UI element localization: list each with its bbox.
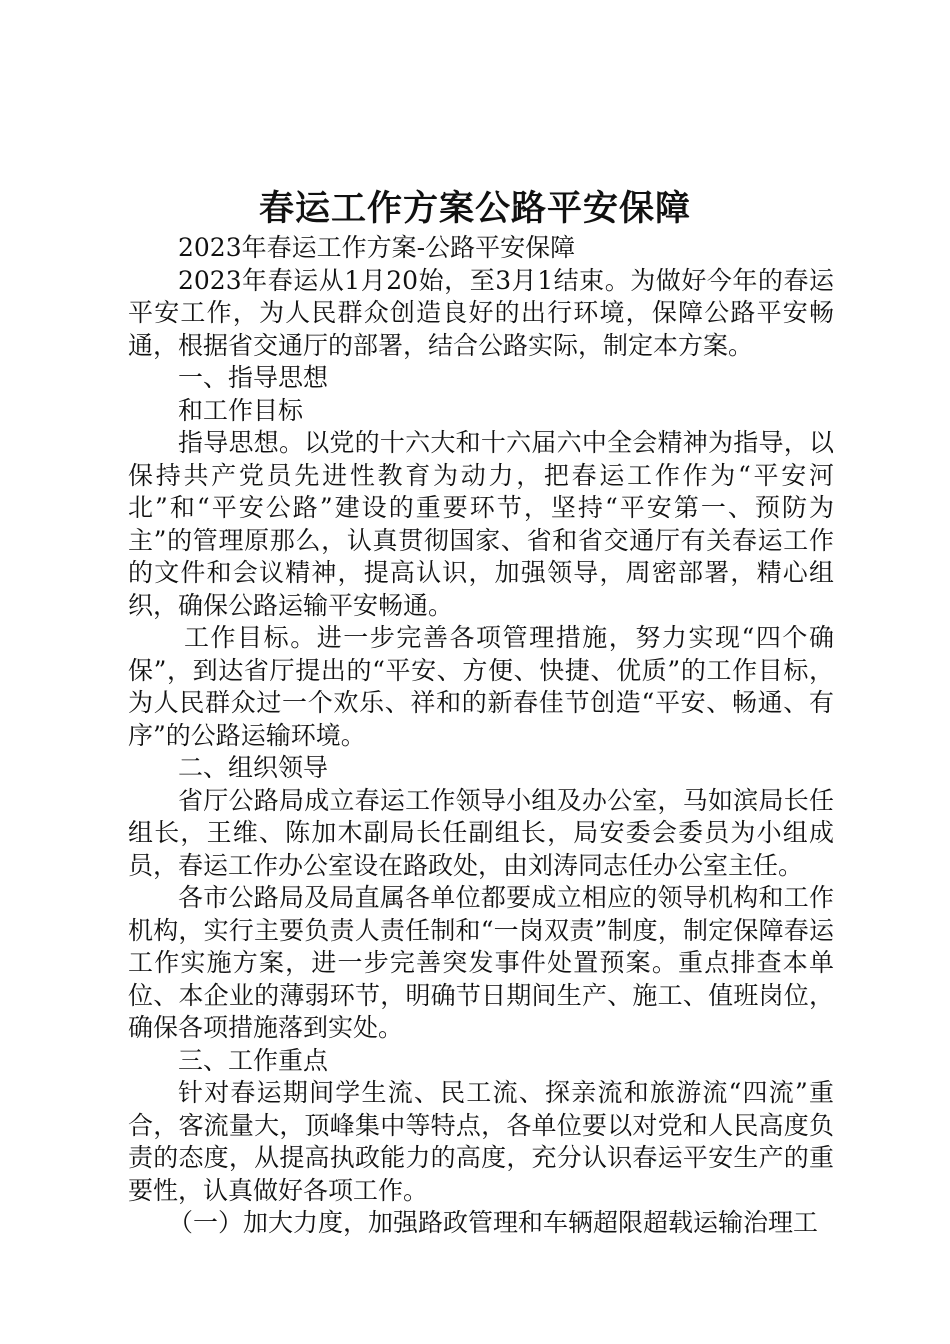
section-heading-organization: 二、组织领导 [178, 753, 329, 782]
intro-paragraph: 2023年春运从1月20始，至3月1结束。为做好今年的春运平安工作，为人民群众创造良好的出行环境，保障公路平安畅通，根据省交通厅的部署，结合公路实际，制定本方案。 [128, 265, 834, 360]
organization-paragraph-1: 省厅公路局成立春运工作领导小组及办公室，马如滨局长任组长，王维、陈加木副局长任副组长，局安委会委员为小组成员，春运工作办公室设在路政处，由刘涛同志任办公室主任。 [128, 785, 834, 880]
document-body [128, 232, 834, 1240]
work-focus-paragraph: 针对春运期间学生流、民工流、探亲流和旅游流“四流”重合，客流量大，顶峰集中等特点，各单位要以对党和人民高度负责的态度，从提高执政能力的高度，充分认识春运平安生产的重要性，认真做好各项工作。 [128, 1078, 834, 1205]
subsection-heading-1: （一）加大力度，加强路政管理和车辆超限超载运输治理工 [168, 1208, 819, 1237]
document-title: 春运工作方案公路平安保障 [258, 188, 691, 229]
subtitle-paragraph: 2023年春运工作方案-公路平安保障 [178, 233, 576, 262]
section-heading-continuation: 和工作目标 [178, 395, 304, 425]
work-goal-paragraph: 工作目标。进一步完善各项管理措施，努力实现“四个确保”，到达省厅提出的“平安、方便、快捷、优质”的工作目标，为人民群众过一个欢乐、祥和的新春佳节创造“平安、畅通、有序”的公路运输环境。 [128, 623, 834, 750]
section-heading-work-focus: 三、工作重点 [178, 1045, 329, 1075]
section-heading-guiding-ideology: 一、指导思想 [178, 363, 329, 392]
guiding-ideology-paragraph: 指导思想。以党的十六大和十六届六中全会精神为指导，以保持共产党员先进性教育为动力，把春运工作作为“平安河北”和“平安公路”建设的重要环节，坚持“平安第一、预防为主”的管理原那么，认真贯彻国家、省和省交通厅有关春运工作的文件和会议精神，提高认识，加强领导，周密部署，精心组织，确保公路运输平安畅通。 [128, 428, 834, 620]
organization-paragraph-2: 各市公路局及局直属各单位都要成立相应的领导机构和工作机构，实行主要负责人责任制和“一岗双责”制度，制定保障春运工作实施方案，进一步完善突发事件处置预案。重点排查本单位、本企业的薄弱环节，明确节日期间生产、施工、值班岗位，确保各项措施落到实处。 [128, 883, 834, 1042]
